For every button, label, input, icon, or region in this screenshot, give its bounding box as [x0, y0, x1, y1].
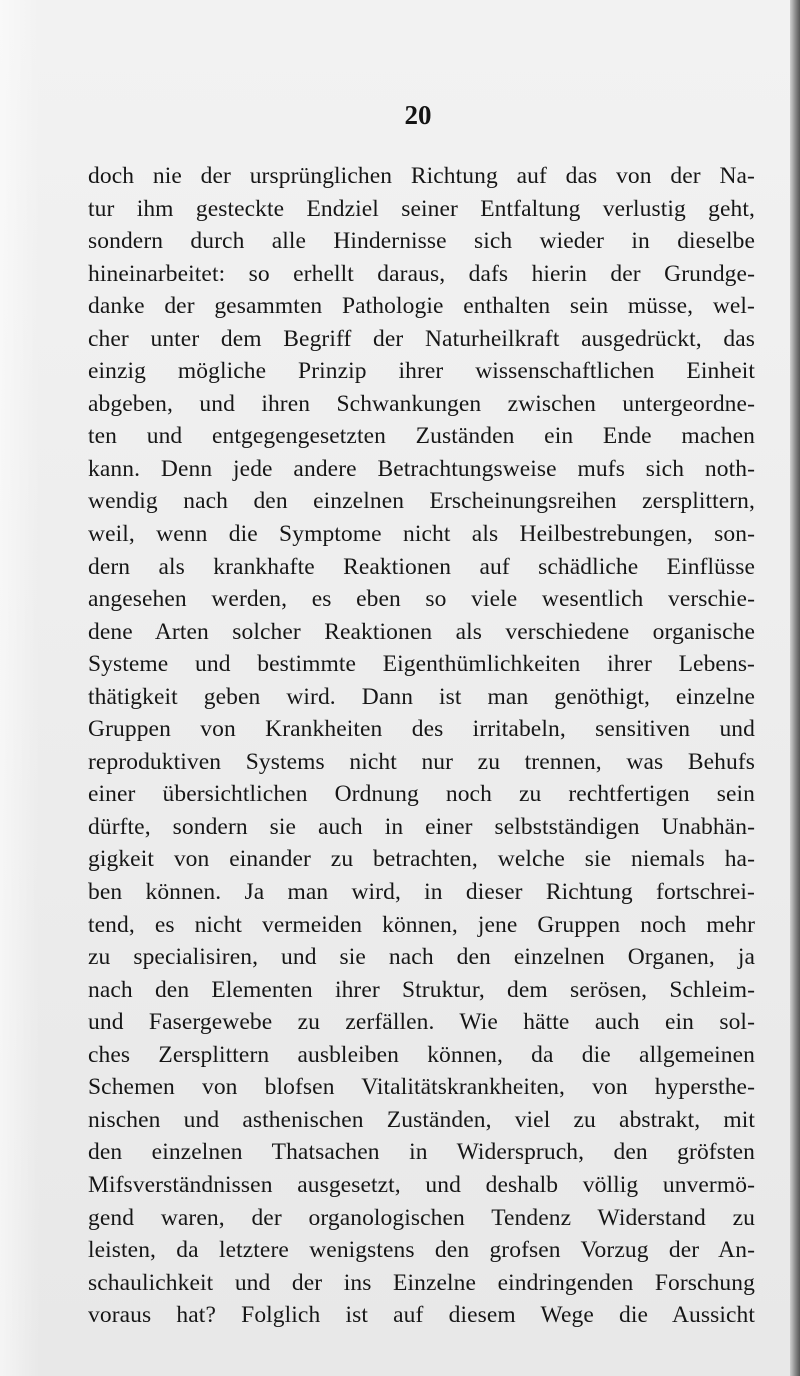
text-line: weil, wenn die Symptome nicht als Heilbestrebungen, son-	[88, 521, 755, 548]
text-line: gigkeit von einander zu betrachten, welche sie niemals ha-	[88, 846, 755, 873]
text-line: und Fasergewebe zu zerfällen. Wie hätte auch ein sol-	[88, 1009, 755, 1036]
text-line: Mifsverständnissen ausgesetzt, und deshalb völlig unvermö-	[88, 1171, 755, 1198]
text-line: gend waren, der organologischen Tendenz Widerstand zu	[88, 1204, 755, 1231]
text-line: zu specialisiren, und sie nach den einzelnen Organen, ja	[88, 944, 755, 971]
page-number: 20	[404, 100, 432, 130]
text-line: danke der gesammten Pathologie enthalten sein müsse, wel-	[88, 293, 755, 320]
text-line: nach den Elementen ihrer Struktur, dem serösen, Schleim-	[88, 976, 755, 1003]
text-line: sondern durch alle Hindernisse sich wieder in dieselbe	[88, 228, 755, 255]
text-line: den einzelnen Thatsachen in Widerspruch, den gröfsten	[88, 1139, 755, 1166]
text-line: Schemen von blofsen Vitalitätskrankheiten, von hypersthe-	[88, 1074, 755, 1101]
page-edge-shadow	[790, 0, 800, 1376]
body-text	[88, 160, 755, 1332]
text-line: Gruppen von Krankheiten des irritabeln, sensitiven und	[88, 716, 755, 743]
text-line: ben können. Ja man wird, in dieser Richtung fortschrei-	[88, 879, 755, 906]
text-line: schaulichkeit und der ins Einzelne eindringenden Forschung	[88, 1269, 755, 1296]
text-line: doch nie der ursprünglichen Richtung auf das von der Na-	[88, 163, 755, 189]
text-line: cher unter dem Begriff der Naturheilkraft ausgedrückt, das	[88, 325, 755, 352]
text-line: angesehen werden, es eben so viele wesentlich verschie-	[88, 586, 755, 613]
text-line: Systeme und bestimmte Eigenthümlichkeiten ihrer Lebens-	[88, 651, 755, 678]
text-line: ten und entgegengesetzten Zuständen ein Ende machen	[88, 423, 755, 450]
text-line: thätigkeit geben wird. Dann ist man genöthigt, einzelne	[88, 683, 755, 710]
text-line: einzig mögliche Prinzip ihrer wissenschaftlichen Einheit	[88, 358, 755, 385]
text-line: dern als krankhafte Reaktionen auf schädliche Einflüsse	[88, 553, 755, 580]
text-line: reproduktiven Systems nicht nur zu trennen, was Behufs	[88, 748, 755, 775]
text-line: voraus hat? Folglich ist auf diesem Wege die Aussicht	[88, 1302, 755, 1329]
text-line: wendig nach den einzelnen Erscheinungsreihen zersplittern,	[88, 488, 755, 515]
text-line: einer übersichtlichen Ordnung noch zu rechtfertigen sein	[88, 781, 755, 808]
text-line: dürfte, sondern sie auch in einer selbstständigen Unabhän-	[88, 813, 755, 840]
text-line: leisten, da letztere wenigstens den grofsen Vorzug der An-	[88, 1237, 755, 1264]
text-line: hineinarbeitet: so erhellt daraus, dafs hierin der Grundge-	[88, 260, 755, 287]
text-line: nischen und asthenischen Zuständen, viel zu abstrakt, mit	[88, 1106, 755, 1133]
text-line: tur ihm gesteckte Endziel seiner Entfaltung verlustig geht,	[88, 195, 755, 222]
text-line: tend, es nicht vermeiden können, jene Gruppen noch mehr	[88, 911, 755, 938]
text-line: ches Zersplittern ausbleiben können, da die allgemeinen	[88, 1041, 755, 1068]
text-line: kann. Denn jede andere Betrachtungsweise mufs sich noth-	[88, 455, 755, 482]
text-line: abgeben, und ihren Schwankungen zwischen untergeordne-	[88, 390, 755, 417]
text-line: dene Arten solcher Reaktionen als verschiedene organische	[88, 618, 755, 645]
